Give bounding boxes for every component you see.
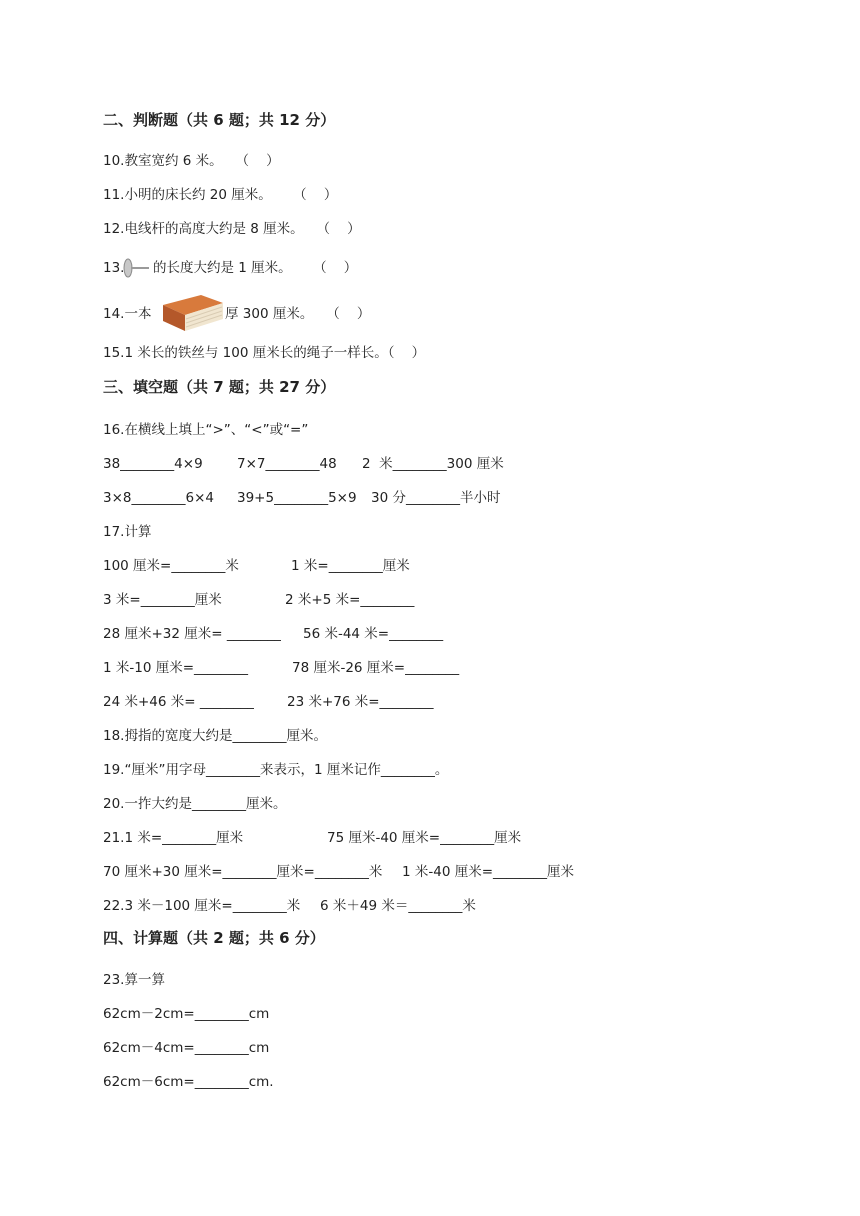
question-22 (103, 896, 663, 916)
calc-item: 75 厘米-40 厘米=________厘米 (327, 830, 522, 846)
question-13 (103, 258, 503, 280)
question-13-text: 的长度大约是 1 厘米。 （ ） (153, 260, 358, 276)
section-title-fill-in: 三、填空题（共 7 题；共 27 分） (103, 378, 336, 396)
question-12: 12.电线杆的高度大约是 8 厘米。 （ ） (103, 221, 361, 237)
question-17-row-1 (103, 556, 603, 576)
question-10: 10.教室宽约 6 米。 （ ） (103, 153, 280, 169)
question-23-line-1: 62cm－2cm=________cm (103, 1006, 270, 1022)
question-17-row-2 (103, 590, 603, 610)
calc-item: 1 米-40 厘米=________厘米 (402, 864, 575, 880)
book-icon (159, 293, 225, 333)
question-23-line-2: 62cm－4cm=________cm (103, 1040, 270, 1056)
question-16-row-2 (103, 488, 603, 508)
blank-item: 7×7________48 (237, 456, 337, 472)
calc-item: 21.1 米=________厘米 (103, 830, 244, 846)
calc-item: 100 厘米=________米 (103, 558, 239, 574)
question-17-row-4 (103, 658, 603, 678)
question-15: 15.1 米长的铁丝与 100 厘米长的绳子一样长。（ ） (103, 345, 426, 361)
calc-item: 22.3 米－100 厘米=________米 (103, 898, 301, 914)
calc-item: 1 米-10 厘米=________ (103, 660, 249, 676)
question-23-line-3: 62cm－6cm=________cm. (103, 1074, 274, 1090)
question-20: 20.一拃大约是________厘米。 (103, 796, 287, 812)
question-21-row-2 (103, 862, 663, 882)
question-17-row-3 (103, 624, 603, 644)
calc-item: 78 厘米-26 厘米=________ (292, 660, 460, 676)
calc-item: 28 厘米+32 厘米= ________ (103, 626, 281, 642)
question-19: 19.“厘米”用字母________来表示，1 厘米记作________。 (103, 762, 449, 778)
blank-item: 30 分________半小时 (371, 490, 501, 506)
question-17-row-5 (103, 692, 603, 712)
calc-item: 24 米+46 米= ________ (103, 694, 254, 710)
question-14-text: 厚 300 厘米。 （ ） (225, 306, 371, 322)
section-title-judgement: 二、判断题（共 6 题；共 12 分） (103, 111, 336, 129)
question-18: 18.拇指的宽度大约是________厘米。 (103, 728, 327, 744)
question-13-prefix: 13. (103, 260, 125, 276)
question-11: 11.小明的床长约 20 厘米。 （ ） (103, 187, 338, 203)
pushpin-icon (122, 257, 152, 279)
calc-item: 56 米-44 米=________ (303, 626, 444, 642)
calc-item: 6 米＋49 米＝________米 (320, 898, 476, 914)
question-14 (103, 304, 503, 326)
calc-item: 23 米+76 米=________ (287, 694, 434, 710)
question-17: 17.计算 (103, 524, 152, 540)
question-14-prefix: 14.一本 (103, 306, 152, 322)
blank-item: 2 米________300 厘米 (362, 456, 504, 472)
blank-item: 39+5________5×9 (237, 490, 357, 506)
calc-item: 1 米=________厘米 (291, 558, 410, 574)
calc-item: 70 厘米+30 厘米=________厘米=________米 (103, 864, 383, 880)
question-23: 23.算一算 (103, 972, 165, 988)
section-title-calculation: 四、计算题（共 2 题；共 6 分） (103, 929, 325, 947)
question-21-row-1 (103, 828, 663, 848)
calc-item: 3 米=________厘米 (103, 592, 222, 608)
question-16-row-1 (103, 454, 603, 474)
calc-item: 2 米+5 米=________ (285, 592, 415, 608)
question-16: 16.在横线上填上“>”、“<”或“=” (103, 422, 309, 438)
blank-item: 3×8________6×4 (103, 490, 214, 506)
blank-item: 38________4×9 (103, 456, 203, 472)
